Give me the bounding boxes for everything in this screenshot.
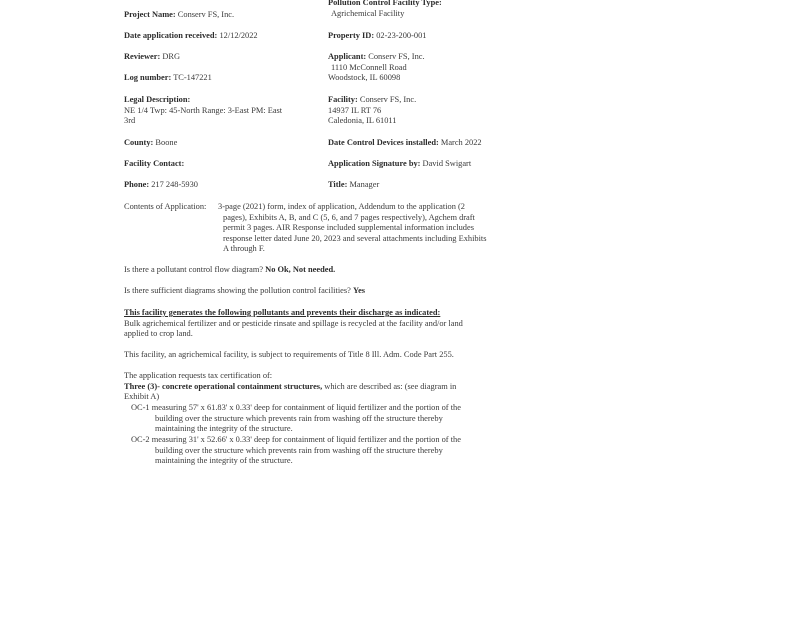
property-id-field [328,31,426,42]
structures-description: which are described as: (see diagram in [322,381,457,391]
oc-item-text: measuring 57' x 61.83' x 0.33' deep for containment of liquid fertilizer and the portion of the [151,403,461,412]
tax-certification-section [124,371,456,403]
subject-statement: This facility, an agrichemical facility, is subject to requirements of Title 8 Ill. Adm. Code Part 255. [124,350,454,359]
oc-item-text: maintaining the integrity of the structure. [155,456,293,466]
legal-description-line-1: NE 1/4 Twp: 45-North Range: 3-East PM: East [124,105,283,115]
project-name-value: Conserv FS, Inc. [177,10,235,19]
facility-name: Conserv FS, Inc. [359,95,417,104]
flow-diagram-answer: No Ok, Not needed. [265,265,336,274]
structures-heading: Three (3)- concrete operational containment structures, [124,381,323,391]
contents-label: Contents of Application: [124,202,207,211]
county-value: Boone [155,138,178,147]
oc-item-id: OC-1 [131,403,150,412]
county-label: County: [124,138,154,147]
pollutants-line: Bulk agrichemical fertilizer and or pesticide rinsate and spillage is recycled at the facility and/or land [124,318,463,328]
date-installed-label: Date Control Devices installed: [328,138,439,147]
date-installed-value: March 2022 [440,138,482,147]
log-number-label: Log number: [124,73,172,82]
date-received-field [124,31,258,42]
facility-type-value: Agrichemical Facility [331,8,405,18]
contents-line: permit 3 pages. AIR Response included supplemental information includes [223,223,474,233]
property-id-label: Property ID: [328,31,375,40]
oc-item-text: building over the structure which prevents rain from washing off the structure thereby [155,413,443,423]
facility-type-field [328,0,442,19]
facility-address-2: Caledonia, IL 61011 [328,116,397,126]
facility-type-label: Pollution Control Facility Type: [328,0,442,7]
project-name-field [124,10,234,21]
reviewer-field [124,52,180,63]
reviewer-value: DRG [162,52,181,61]
facility-address-1: 14937 IL RT 76 [328,105,382,115]
sufficient-diagrams-answer: Yes [352,286,366,295]
oc-item-1 [131,403,461,435]
oc-item-text: building over the structure which prevents rain from washing off the structure thereby [155,445,443,455]
title-field [328,180,379,191]
sufficient-diagrams-question [124,286,365,297]
log-number-value: TC-147221 [173,73,212,82]
facility-label: Facility: [328,95,358,104]
signature-field [328,159,471,170]
legal-description-field [124,95,282,127]
signature-label: Application Signature by: [328,159,421,168]
title-label: Title: [328,180,348,189]
pollutants-line: applied to crop land. [124,329,193,339]
oc-item-text: measuring 31' x 52.66' x 0.33' deep for containment of liquid fertilizer and the portion of the [151,435,461,444]
phone-label: Phone: [124,180,150,189]
contents-line: pages), Exhibits A, B, and C (5, 6, and 7 pages respectively), Agchem draft [223,212,475,222]
oc-item-text: maintaining the integrity of the structure. [155,424,293,434]
phone-field [124,180,198,191]
project-name-label: Project Name: [124,10,176,19]
property-id-value: 02-23-200-001 [376,31,427,40]
reviewer-label: Reviewer: [124,52,161,61]
facility-contact-label: Facility Contact: [124,159,185,168]
contents-line: response letter dated June 20, 2023 and several attachments including Exhibits [223,233,487,243]
county-field [124,138,177,149]
contents-text [218,202,487,255]
applicant-address-1: 1110 McConnell Road [331,62,407,72]
oc-item-2 [131,435,461,467]
log-number-field [124,73,212,84]
facility-contact-field [124,159,184,170]
applicant-label: Applicant: [328,52,367,61]
date-received-value: 12/12/2022 [219,31,258,40]
tax-request: The application requests tax certification of: [124,371,273,380]
sufficient-diagrams-question-text: Is there sufficient diagrams showing the pollution control facilities? [124,286,351,295]
phone-value: 217 248-5930 [151,180,198,189]
legal-description-label: Legal Description: [124,95,191,104]
oc-item-id: OC-2 [131,435,150,444]
pollutants-heading: This facility generates the following pollutants and prevents their discharge as indicated: [124,308,441,317]
contents-line: A through F. [223,244,265,254]
facility-field [328,95,416,127]
date-installed-field [328,138,482,149]
pollutants-section [124,308,463,340]
legal-description-line-2: 3rd [124,116,136,126]
flow-diagram-question [124,265,335,276]
flow-diagram-question-text: Is there a pollutant control flow diagram? [124,265,264,274]
applicant-address-2: Woodstock, IL 60098 [328,73,401,83]
signature-value: David Swigart [422,159,472,168]
title-value: Manager [349,180,380,189]
applicant-name: Conserv FS, Inc. [368,52,425,61]
date-received-label: Date application received: [124,31,218,40]
applicant-field [328,52,425,84]
structures-description-cont: Exhibit A) [124,392,160,402]
contents-line: 3-page (2021) form, index of application, Addendum to the application (2 [218,202,465,211]
